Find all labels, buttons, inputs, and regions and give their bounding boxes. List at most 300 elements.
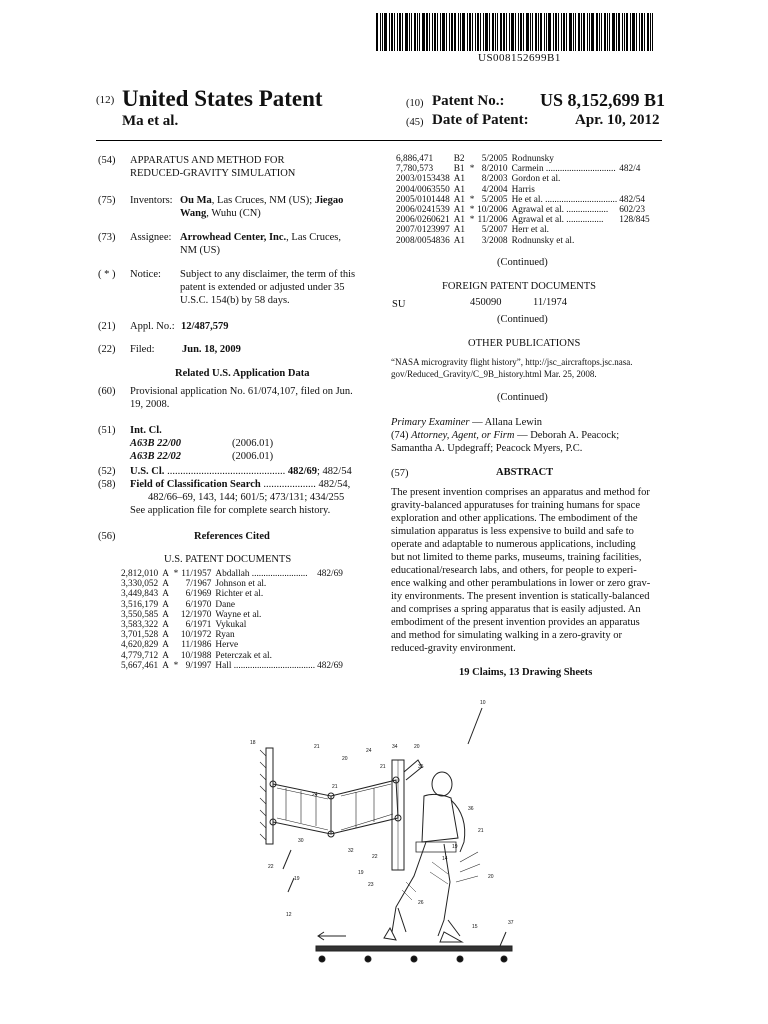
ref-date: 10/1988 — [180, 650, 212, 661]
s75-code: (75) — [98, 195, 116, 206]
barcode-bar — [540, 13, 542, 51]
reference-row — [396, 215, 650, 225]
barcode-bar — [500, 13, 502, 51]
authors: Ma et al. — [122, 113, 179, 129]
ref-date: 5/2005 — [481, 154, 508, 164]
ref-date: 10/1972 — [180, 630, 212, 641]
barcode-bar — [578, 13, 580, 51]
reference-row — [121, 600, 343, 610]
barcode-bar — [462, 13, 465, 51]
ref-star: * — [469, 205, 475, 216]
related-heading: Related U.S. Application Data — [175, 368, 310, 379]
person-head — [432, 772, 452, 796]
barcode-bar — [511, 13, 514, 51]
ref-star — [171, 600, 181, 610]
ref-cls — [317, 579, 343, 589]
ref-star — [171, 630, 181, 640]
label-20b: 20 — [414, 744, 420, 750]
foreign-country: SU — [392, 299, 406, 310]
other-pub-line1: “NASA microgravity flight history”, http://jsc_aircraftops.jsc.nasa. — [391, 357, 633, 367]
barcode-bar — [458, 13, 459, 51]
s58-code: (58) — [98, 479, 116, 490]
barcode-bar — [446, 13, 447, 51]
leader-10 — [468, 708, 482, 744]
ref-star — [171, 620, 181, 630]
foreign-heading: FOREIGN PATENT DOCUMENTS — [442, 281, 597, 292]
abstract-line: but not limited to theme parks, museums, training facilities, — [391, 552, 642, 563]
label-18: 18 — [250, 740, 256, 746]
barcode-bar — [523, 13, 524, 51]
barcode-bar — [495, 13, 496, 51]
barcode-bar — [538, 13, 539, 51]
barcode-bar — [437, 13, 438, 51]
ref-name: Abdallah ........................ — [215, 569, 308, 579]
reference-row — [121, 651, 343, 661]
label-30: 30 — [298, 838, 304, 844]
barcode-bar — [489, 13, 490, 51]
barcode-bar — [612, 13, 615, 51]
label-36: 36 — [468, 806, 474, 812]
barcode-bar — [394, 13, 395, 51]
barcode-bar — [548, 13, 551, 51]
int-cl-2-version: (2006.01) — [232, 451, 274, 462]
barcode-bar — [589, 13, 590, 51]
ref-cls — [619, 174, 649, 184]
ref-star: * — [469, 164, 475, 175]
patent-no-label: Patent No.: — [432, 93, 505, 109]
barcode-bar — [434, 13, 436, 51]
ref-cls — [619, 236, 649, 246]
ref-name: Richter et al. — [215, 589, 264, 600]
patent-no: US 8,152,699 B1 — [540, 90, 666, 110]
parallel-linkage-lower — [331, 780, 398, 834]
barcode-bar — [497, 13, 498, 51]
claims-summary: 19 Claims, 13 Drawing Sheets — [459, 667, 593, 678]
ref-date: 11/1957 — [181, 569, 212, 579]
s54-code: (54) — [98, 155, 116, 166]
barcode-bar — [485, 13, 488, 51]
label-24b: 24 — [312, 792, 318, 798]
ref-name: Agrawal et al. .................. — [511, 205, 609, 216]
field-search-line1: Field of Classification Search .................... 482/54, — [130, 479, 351, 490]
ref-num: 3,516,179 — [121, 599, 159, 610]
ref-num: 7,780,573 — [396, 164, 434, 175]
ref-cls — [317, 610, 343, 620]
assignee-line1: Arrowhead Center, Inc., Las Cruces, — [180, 232, 341, 243]
references-heading: References Cited — [194, 531, 270, 542]
ref-cls — [317, 640, 343, 650]
ref-date: 4/2004 — [481, 184, 508, 195]
int-cl-2: A63B 22/02 — [130, 451, 182, 462]
direction-arrow — [318, 932, 346, 940]
barcode-bar — [492, 13, 494, 51]
s73-code: (73) — [98, 232, 116, 243]
barcode-bar — [630, 13, 631, 51]
code-12: (12) — [96, 94, 115, 106]
label-15: 15 — [472, 924, 478, 930]
reference-row — [396, 236, 650, 246]
barcode-bar — [467, 13, 468, 51]
barcode-bar — [503, 13, 505, 51]
other-pub-heading: OTHER PUBLICATIONS — [468, 338, 581, 349]
barcode-bar — [596, 13, 598, 51]
label-20a: 20 — [342, 756, 348, 762]
reference-row — [121, 610, 343, 620]
ref-star — [171, 651, 181, 661]
barcode-bar — [561, 13, 562, 51]
foreign-number: 450090 — [470, 297, 502, 308]
ref-kind: A — [162, 589, 169, 600]
label-22b: 22 — [268, 864, 274, 870]
abstract-line: ence walking and other perambulations in lower or zero grav- — [391, 578, 651, 589]
barcode-bar — [587, 13, 588, 51]
ref-kind: A1 — [453, 225, 466, 236]
barcode-bar — [624, 13, 625, 51]
ref-star: * — [173, 660, 179, 671]
ref-kind: A — [162, 660, 169, 671]
field-search-line2: 482/66–69, 143, 144; 601/5; 473/131; 434/255 — [148, 492, 345, 503]
ref-num: 2008/0054836 — [396, 235, 450, 246]
barcode-bar — [414, 13, 416, 51]
barcode-bar — [520, 13, 522, 51]
ref-num: 2004/0063550 — [396, 184, 450, 195]
barcode-bar — [569, 13, 572, 51]
barcode-bar — [509, 13, 510, 51]
barcode-bar — [429, 13, 430, 51]
label-19a: 19 — [452, 844, 458, 850]
label-26: 26 — [418, 900, 424, 906]
ref-star — [171, 610, 181, 620]
ref-name: Peterczak et al. — [215, 650, 272, 661]
ref-num: 2006/0241539 — [396, 205, 450, 216]
ref-cls — [619, 154, 649, 164]
label-10: 10 — [480, 700, 486, 706]
ref-date: 10/2006 — [477, 205, 508, 216]
barcode-bar — [480, 13, 481, 51]
ref-kind: A1 — [453, 194, 466, 205]
barcode-bar — [546, 13, 547, 51]
ref-kind: A1 — [453, 184, 466, 195]
ref-kind: A — [162, 569, 169, 579]
ref-kind: A — [162, 599, 169, 610]
reference-row — [396, 205, 650, 215]
ref-kind: A — [162, 630, 169, 641]
label-23: 23 — [368, 882, 374, 888]
barcode-bar — [544, 13, 545, 51]
barcode-bar — [518, 13, 519, 51]
barcode-bar — [432, 13, 433, 51]
barcode-bar — [604, 13, 606, 51]
ref-kind: A — [162, 609, 169, 620]
patent-date: Apr. 10, 2012 — [575, 112, 660, 128]
label-22a: 22 — [372, 854, 378, 860]
label-19b: 19 — [294, 876, 300, 882]
parallel-linkage-upper — [273, 784, 331, 834]
reference-row — [396, 154, 650, 164]
int-cl-label: Int. Cl. — [130, 425, 162, 436]
label-21a: 21 — [314, 744, 320, 750]
ref-name: Johnson et al. — [215, 579, 267, 590]
other-pub-line2: gov/Reduced_Gravity/C_9B_history.html Mar. 25, 2008. — [391, 369, 597, 379]
ref-cls — [317, 589, 343, 599]
attorney-line2: Samantha A. Updegraff; Peacock Myers, P.C. — [391, 443, 583, 454]
ref-name: Ryan — [215, 630, 235, 641]
barcode-bar — [409, 13, 410, 51]
ref-name: Rodnunsky — [511, 154, 554, 164]
barcode-bar — [609, 13, 610, 51]
abstract-body — [391, 486, 662, 655]
label-21b: 21 — [380, 764, 386, 770]
notice-line3: U.S.C. 154(b) by 58 days. — [180, 295, 290, 306]
ref-date: 5/2007 — [481, 225, 508, 236]
ref-cls: 128/845 — [619, 215, 650, 226]
attorney-line1: (74) Attorney, Agent, or Firm — Deborah A. Peacock; — [391, 430, 620, 441]
barcode-bar — [469, 13, 471, 51]
barcode-bar — [616, 13, 617, 51]
ref-cls: 482/4 — [619, 164, 641, 175]
ref-num: 3,449,843 — [121, 589, 159, 600]
reference-row — [121, 630, 343, 640]
ref-num: 3,701,528 — [121, 630, 159, 641]
label-24a: 24 — [366, 748, 372, 754]
ref-kind: A — [162, 579, 169, 590]
ref-kind: A1 — [453, 235, 466, 246]
ref-date: 6/1971 — [185, 620, 212, 631]
barcode-bar — [472, 13, 473, 51]
ref-star — [467, 225, 477, 235]
barcode-bar — [440, 13, 441, 51]
label-37: 37 — [508, 920, 514, 926]
filed-value: Jun. 18, 2009 — [182, 344, 241, 355]
abstract-heading: ABSTRACT — [496, 467, 554, 478]
barcode-bar — [442, 13, 445, 51]
ref-date: 11/1986 — [181, 640, 212, 651]
ref-num: 3,550,585 — [121, 609, 159, 620]
patent-type-title: United States Patent — [122, 86, 323, 111]
reference-row — [396, 174, 650, 184]
abstract-code: (57) — [391, 468, 409, 479]
header-rule — [96, 140, 662, 141]
reference-row — [121, 589, 343, 599]
wall-mount — [266, 748, 273, 844]
inventors-line1: Ou Ma, Las Cruces, NM (US); Jiegao — [180, 195, 344, 206]
barcode-bar — [382, 13, 383, 51]
ref-num: 4,779,712 — [121, 650, 159, 661]
reference-row — [396, 164, 650, 174]
provisional-line2: 19, 2008. — [130, 399, 170, 410]
ref-num: 2007/0123997 — [396, 225, 450, 236]
barcode-bar — [449, 13, 450, 51]
barcode-number: US008152699B1 — [478, 52, 561, 64]
barcode-bar — [558, 13, 559, 51]
reference-row — [121, 579, 343, 589]
barcode-bar — [652, 13, 653, 51]
barcode-bar — [641, 13, 643, 51]
ref-name: Hall ................................... — [215, 660, 316, 671]
label-21c: 21 — [332, 784, 338, 790]
reference-row — [121, 640, 343, 650]
barcode-bar — [626, 13, 628, 51]
barcode-bar — [618, 13, 620, 51]
ref-name: Carmein .............................. — [511, 164, 616, 175]
ref-cls: 482/69 — [317, 660, 343, 671]
barcode-bar — [376, 13, 378, 51]
barcode-bar — [389, 13, 390, 51]
ref-star — [467, 185, 477, 195]
barcode-bar — [573, 13, 574, 51]
label-21d: 21 — [478, 828, 484, 834]
ref-name: He et al. ............................... — [511, 194, 618, 205]
barcode-bar — [405, 13, 408, 51]
barcode-bar — [454, 13, 456, 51]
filed-label: Filed: — [130, 344, 155, 355]
ref-cls: 602/23 — [619, 205, 646, 216]
ref-num: 6,886,471 — [396, 154, 434, 164]
abstract-line: and method for simulating walking in a zero-gravity or — [391, 630, 622, 641]
ref-cls — [619, 225, 649, 235]
ref-date: 12/1970 — [180, 609, 212, 620]
ref-name: Vykukal — [215, 620, 247, 631]
continued-1: (Continued) — [497, 257, 548, 268]
int-cl-1-version: (2006.01) — [232, 438, 274, 449]
ref-star — [171, 640, 181, 650]
ref-date: 8/2003 — [481, 174, 508, 185]
s60-code: (60) — [98, 386, 116, 397]
abstract-line: operate and adaptable to numerous applications, including — [391, 539, 636, 550]
barcode-bar — [506, 13, 507, 51]
ref-num: 4,620,829 — [121, 640, 159, 651]
barcode-bar — [526, 13, 529, 51]
abstract-line: simulation apparatus is less expensive to build and safe to — [391, 526, 634, 537]
reference-row — [396, 195, 650, 205]
abstract-line: reduced-gravity environment. — [391, 643, 516, 654]
ref-date: 9/1997 — [185, 660, 212, 671]
barcode-bar — [563, 13, 565, 51]
abstract-line: ity environments. The present invention is statically-balanced — [391, 591, 650, 602]
barcode-bar — [419, 13, 420, 51]
ref-kind: A — [162, 620, 169, 631]
reference-numerals — [250, 700, 514, 930]
assignee-line2: NM (US) — [180, 245, 220, 256]
reference-row — [121, 661, 343, 671]
ref-star: * — [173, 569, 179, 579]
barcode-bar — [411, 13, 412, 51]
ref-cls: 482/54 — [619, 194, 646, 205]
ref-num: 2005/0101448 — [396, 194, 450, 205]
ref-kind: A — [162, 640, 169, 651]
ref-star — [171, 579, 181, 589]
ref-star — [467, 236, 477, 246]
barcode-bar — [530, 13, 531, 51]
abstract-line: exploration and other applications. The embodiment of the — [391, 513, 638, 524]
us-docs-heading: U.S. PATENT DOCUMENTS — [164, 554, 292, 565]
label-12: 12 — [286, 912, 292, 918]
abstract-line: educational/research labs, and others, for people to experi- — [391, 565, 637, 576]
barcode-bar — [650, 13, 651, 51]
label-34: 34 — [392, 744, 398, 750]
continued-references-table — [396, 154, 650, 246]
notice-line2: patent is extended or adjusted under 35 — [180, 282, 345, 293]
field-search-line3: See application file for complete search history. — [130, 505, 331, 516]
ref-num: 2006/0260621 — [396, 215, 450, 226]
ref-name: Harris — [511, 184, 535, 195]
barcode-bar — [422, 13, 425, 51]
barcode-bar — [583, 13, 585, 51]
barcode-bar — [384, 13, 387, 51]
us-cl-line: U.S. Cl. ............................................. 482/69; 482/54 — [130, 466, 352, 477]
barcode-bar — [397, 13, 398, 51]
abstract-line: and comprises a spring apparatus that is easily adjusted. An — [391, 604, 641, 615]
barcode-bar — [607, 13, 608, 51]
title-line1: APPARATUS AND METHOD FOR — [130, 155, 285, 166]
barcode-bar — [451, 13, 453, 51]
s22-code: (22) — [98, 344, 116, 355]
barcode-bar — [647, 13, 649, 51]
ref-date: 5/2005 — [481, 194, 508, 205]
notice-label: Notice: — [130, 269, 161, 280]
barcode-bar — [402, 13, 403, 51]
barcode-bar — [644, 13, 645, 51]
barcode-bar — [460, 13, 461, 51]
barcode-bar — [639, 13, 640, 51]
code-10: (10) — [406, 98, 424, 109]
ref-kind: A — [162, 650, 169, 661]
ref-name: Wayne et al. — [215, 609, 262, 620]
barcode — [376, 13, 658, 51]
continued-3: (Continued) — [497, 392, 548, 403]
ref-star — [467, 174, 477, 184]
s56-code: (56) — [98, 531, 116, 542]
leader-12 — [283, 850, 291, 869]
barcode-bar — [599, 13, 600, 51]
ref-star: * — [469, 194, 475, 205]
barcode-bar — [477, 13, 479, 51]
ref-date: 7/1967 — [185, 579, 212, 590]
barcode-bar — [553, 13, 554, 51]
notice-code: ( * ) — [98, 269, 116, 280]
barcode-bar — [636, 13, 637, 51]
barcode-bar — [380, 13, 381, 51]
appl-no-label: Appl. No.: — [130, 321, 175, 332]
code-45: (45) — [406, 117, 424, 128]
barcode-bar — [575, 13, 576, 51]
ref-cls — [317, 630, 343, 640]
ref-name: Herve — [215, 640, 239, 651]
s51-code: (51) — [98, 425, 116, 436]
ref-kind: A1 — [453, 205, 466, 216]
ref-name: Agrawal et al. ................ — [511, 215, 604, 226]
s52-code: (52) — [98, 466, 116, 477]
ref-name: Herr et al. — [511, 225, 550, 236]
label-32: 32 — [348, 848, 354, 854]
ref-star: * — [469, 215, 475, 226]
ref-date: 6/1970 — [185, 599, 212, 610]
ref-kind: A1 — [453, 215, 466, 226]
label-14: 14 — [442, 856, 448, 862]
appl-no-value: 12/487,579 — [181, 321, 229, 332]
ref-cls — [317, 600, 343, 610]
continued-2: (Continued) — [497, 314, 548, 325]
label-19c: 19 — [358, 870, 364, 876]
abstract-line: embodiment of the present invention provides an apparatus — [391, 617, 640, 628]
ref-date: 8/2010 — [481, 164, 508, 175]
ref-name: Dane — [215, 599, 236, 610]
reference-row — [396, 225, 650, 235]
notice-line1: Subject to any disclaimer, the term of this — [180, 269, 356, 280]
reference-row — [396, 185, 650, 195]
ref-num: 5,667,461 — [121, 660, 159, 671]
ref-kind: A1 — [453, 174, 466, 185]
